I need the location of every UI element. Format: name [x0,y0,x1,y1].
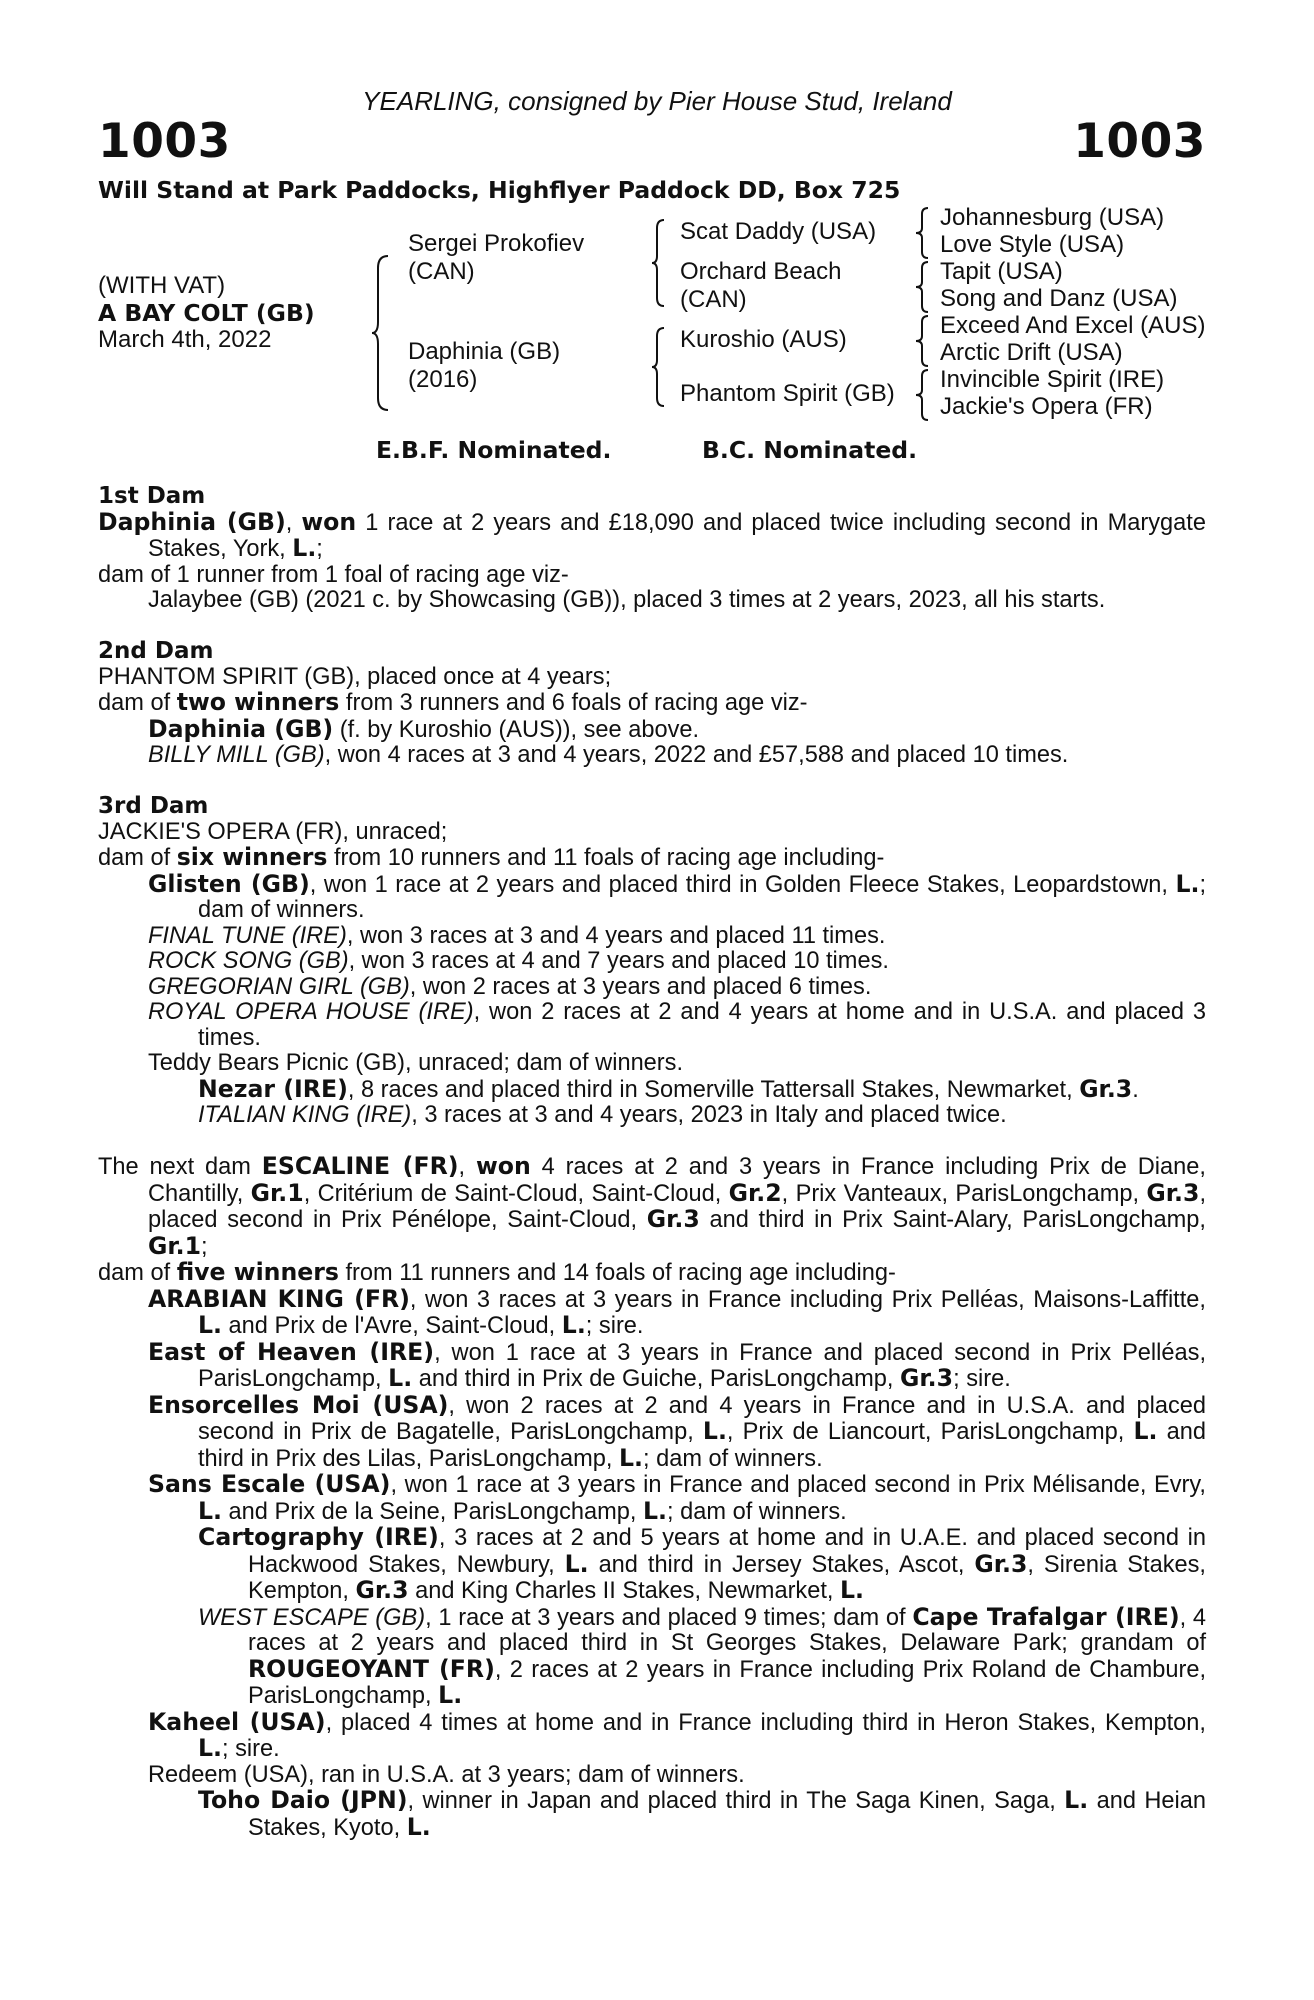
first-dam-record: Daphinia (GB), won 1 race at 2 years and £18,090 and placed twice including second in Marygate Stakes, York, L.; [98,507,1206,562]
pedigree-brace-sire [652,218,666,308]
second-dam-heading: 2nd Dam [98,638,214,664]
dam-sire: Kuroshio (AUS) [680,326,847,353]
next-dam-foal-5: Kaheel (USA), placed 4 times at home and in France including third in Heron Stakes, Kempton, L.; sire. [148,1707,1206,1762]
next-dam-foal-6: Redeem (USA), ran in U.S.A. at 3 years; dam of winners. [148,1761,745,1788]
next-dam-foal-1: ARABIAN KING (FR), won 3 races at 3 years in France including Prix Pelléas, Maisons-Laffitte, L. and Prix de l'Avre, Saint-Cloud, L.; sire. [148,1284,1206,1339]
pedigree-brace-ss [916,206,930,260]
ped-ssd: Love Style (USA) [940,231,1125,258]
dam-dam: Phantom Spirit (GB) [680,380,895,407]
second-dam-produce-summary: dam of two winners from 3 runners and 6 foals of racing age viz- [98,688,808,716]
next-dam-grandfoal-2: WEST ESCAPE (GB), 1 race at 3 years and placed 9 times; dam of Cape Trafalgar (IRE), 4 races at 2 years and placed third in St Georges Stakes, Delaware Park; grandam of ROUGEOYANT (FR), 2 races at 2 years in France including Prix Roland de Chambure, ParisLongchamp, L. [198,1602,1207,1709]
next-dam-record: The next dam ESCALINE (FR), won 4 races at 2 and 3 years in France including Prix de Diane, Chantilly, Gr.1, Critérium de Saint-Cloud, Saint-Cloud, Gr.2, Prix Vanteaux, ParisLongchamp, Gr.3, placed second in Prix Pénélope, Saint-Cloud, Gr.3 and third in Prix Saint-Alary, ParisLongchamp, Gr.1; [98,1152,1206,1260]
third-dam-foal-1: Glisten (GB), won 1 race at 2 years and placed third in Golden Fleece Stakes, Leopardstown, L.; dam of winners. [148,869,1206,923]
next-dam-grandfoal-1: Cartography (IRE), 3 races at 2 and 5 years at home and in U.A.E. and placed second in Hackwood Stakes, Newbury, L. and third in Jersey Stakes, Ascot, Gr.3, Sirenia Stakes, Kempton, Gr.3 and King Charles II Stakes, Newmarket, L. [198,1523,1206,1604]
third-dam-record: JACKIE'S OPERA (FR), unraced; [98,818,448,845]
ped-sss: Johannesburg (USA) [940,204,1165,231]
stabling-info: Will Stand at Park Paddocks, Highflyer Paddock DD, Box 725 [98,176,901,204]
ped-dss: Exceed And Excel (AUS) [940,312,1206,339]
third-dam-foal-4: GREGORIAN GIRL (GB), won 2 races at 3 years and placed 6 times. [148,973,872,1000]
pedigree-brace-sd [916,260,930,314]
third-dam-foal-6: Teddy Bears Picnic (GB), unraced; dam of winners. [148,1050,684,1076]
ped-sds: Tapit (USA) [940,258,1063,285]
third-dam-grandfoal-2: ITALIAN KING (IRE), 3 races at 3 and 4 years, 2023 in Italy and placed twice. [198,1102,1007,1128]
next-dam-grandfoal-3: Toho Daio (JPN), winner in Japan and placed third in The Saga Kinen, Saga, L. and Heian Stakes, Kyoto, L. [198,1786,1207,1841]
next-dam-foal-2: East of Heaven (IRE), won 1 race at 3 years in France and placed second in Prix Pelléas, ParisLongchamp, L. and third in Prix de Guiche, ParisLongchamp, Gr.3; sire. [148,1337,1207,1392]
pedigree-brace-dd [916,368,930,422]
next-dam-produce-summary: dam of five winners from 11 runners and 14 foals of racing age including- [98,1258,896,1286]
ped-dds: Invincible Spirit (IRE) [940,366,1165,393]
vat-note: (WITH VAT) [98,272,226,299]
sire-dam: Orchard Beach (CAN) [680,258,842,313]
bc-nominated: B.C. Nominated. [702,436,918,464]
second-dam-foal-2: BILLY MILL (GB), won 4 races at 3 and 4 years, 2022 and £57,588 and placed 10 times. [148,742,1069,768]
third-dam-grandfoal-1: Nezar (IRE), 8 races and placed third in Somerville Tattersall Stakes, Newmarket, Gr.3. [198,1074,1139,1103]
ped-dsd: Arctic Drift (USA) [940,339,1123,366]
first-dam-foal: Jalaybee (GB) (2021 c. by Showcasing (GB)), placed 3 times at 2 years, 2023, all his starts. [148,587,1106,613]
third-dam-produce-summary: dam of six winners from 10 runners and 11 foals of racing age including- [98,843,885,871]
third-dam-foal-3: ROCK SONG (GB), won 3 races at 4 and 7 years and placed 10 times. [148,948,889,974]
lot-number-right: 1003 [1073,114,1206,169]
ped-ddd: Jackie's Opera (FR) [940,393,1153,420]
foaling-date: March 4th, 2022 [98,326,272,353]
first-dam-heading: 1st Dam [98,483,206,509]
ebf-nominated: E.B.F. Nominated. [376,436,612,464]
ped-sdd: Song and Danz (USA) [940,285,1178,312]
third-dam-foal-2: FINAL TUNE (IRE), won 3 races at 3 and 4 years and placed 11 times. [148,922,886,949]
sire-sire: Scat Daddy (USA) [680,218,877,245]
sire-name: Sergei Prokofiev (CAN) [408,230,585,285]
dam-name: Daphinia (GB) (2016) [408,338,561,393]
third-dam-heading: 3rd Dam [98,793,209,819]
second-dam-foal-1: Daphinia (GB) (f. by Kuroshio (AUS)), see above. [148,714,700,743]
lot-number-left: 1003 [98,114,231,169]
consignor-line: YEARLING, consigned by Pier House Stud, Ireland [362,86,952,116]
third-dam-foal-5: ROYAL OPERA HOUSE (IRE), won 2 races at 2 and 4 years at home and in U.S.A. and placed 3 times. [148,999,1206,1051]
pedigree-brace-ds [916,314,930,368]
next-dam-foal-3: Ensorcelles Moi (USA), won 2 races at 2 and 4 years in France and in U.S.A. and placed second in Prix de Bagatelle, ParisLongchamp, L., Prix de Liancourt, ParisLongchamp, L. and third in Prix des Lilas, ParisLongchamp, L.; dam of winners. [148,1390,1207,1472]
next-dam-foal-4: Sans Escale (USA), won 1 race at 3 years in France and placed second in Prix Mélisande, Evry, L. and Prix de la Seine, ParisLongchamp, L.; dam of winners. [148,1470,1206,1525]
first-dam-produce-summary: dam of 1 runner from 1 foal of racing age viz- [98,561,569,588]
pedigree-brace-main [372,254,392,412]
pedigree-brace-dam [652,326,666,408]
second-dam-record: PHANTOM SPIRIT (GB), placed once at 4 years; [98,663,612,690]
produce-record [98,484,1206,1841]
horse-name: A BAY COLT (GB) [98,299,315,327]
